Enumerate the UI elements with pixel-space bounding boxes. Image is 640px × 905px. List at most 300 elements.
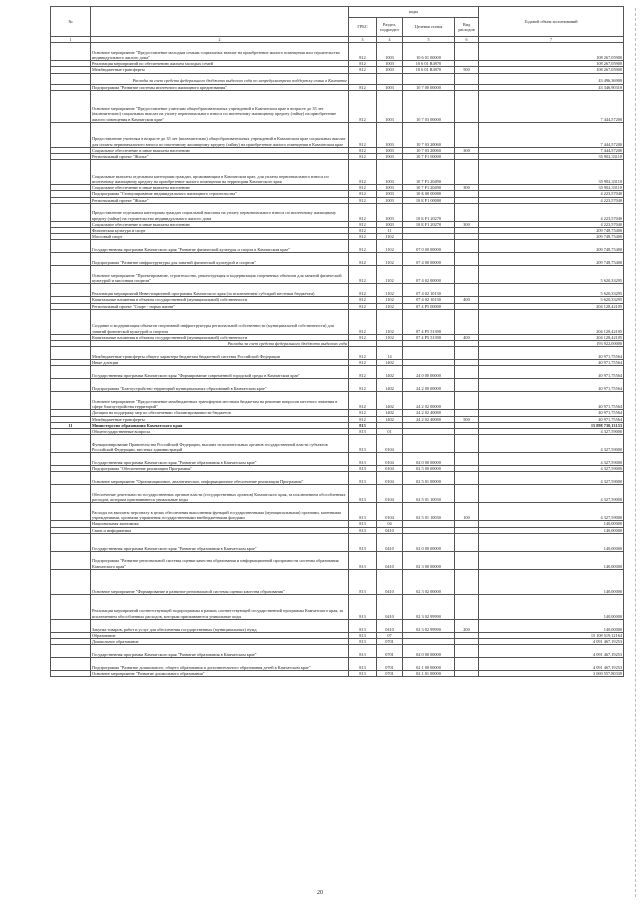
cell-name: Предоставление учителям в возрасте до 35 лет (включительно) общеобразовательных учреждений в Камчатском крае социальных выплат для оплаты первоначального взноса по ипотечному жилищному кредиту (займу) на приобретение жилого помещения в Камчатском крае: [91, 122, 349, 147]
table-row: [51, 658, 624, 671]
cell-rz: 0104: [377, 472, 403, 485]
cell-sum: 40 971,75564: [479, 379, 624, 392]
cell-grbs: 812: [349, 347, 377, 360]
cell-rz: 0104: [377, 453, 403, 466]
budget-table: [50, 6, 624, 677]
table-row: [51, 619, 624, 632]
cell-cs: 10 6 01 R4970: [403, 67, 455, 73]
cell-name: Дошкольное образование: [91, 639, 349, 645]
cell-grbs: 812: [349, 309, 377, 334]
cell-name: Образование: [91, 632, 349, 638]
cell-rz: 1102: [377, 303, 403, 309]
cell-name: Основное мероприятие "Предоставление молодым семьям социальных выплат на приобретение жилого помещения или строительство индивидуального жилого дома": [91, 43, 349, 61]
cell-grbs: 812: [349, 185, 377, 191]
cell-cs: 10 Б F1 20270: [403, 221, 455, 227]
cell-rz: 11: [377, 228, 403, 234]
cell-cs: 10 7 03 20060: [403, 122, 455, 147]
cell-sum: 4 327,59000: [479, 466, 624, 472]
cell-cs: 07 4 P5 00000: [403, 303, 455, 309]
cell-no: [51, 366, 91, 379]
cell-name: Социальное обеспечение и иные выплаты населению: [91, 147, 349, 153]
cell-sum: 5 620,33295: [479, 297, 624, 303]
cell-name: Основное мероприятие "Предоставление межбюджетных трансфертов местным бюджетам на решение вопросов местного значения в сфере благоустройства территорий": [91, 392, 349, 410]
header-no: №: [51, 7, 91, 37]
cell-grbs: 813: [349, 466, 377, 472]
cell-vr: [455, 569, 479, 594]
cell-sum: 193 922,00000: [479, 341, 624, 347]
cell-sum: 40 971,75564: [479, 410, 624, 416]
cell-no: [51, 266, 91, 284]
cell-grbs: 813: [349, 503, 377, 521]
cell-vr: [455, 379, 479, 392]
cell-vr: [455, 73, 479, 84]
cell-name: Основное мероприятие "Предоставление учителям общеобразовательных учреждений в Камчатском крае в возрасте до 35 лет (включительно) социальных выплат на уплату первоначального взноса по ипотечному жилищному кредиту (займу) на приобретение жилого помещения в Камчатском крае": [91, 90, 349, 122]
cell-sum: 4 223,57040: [479, 203, 624, 221]
cell-no: [51, 203, 91, 221]
cell-rz: 1102: [377, 334, 403, 340]
cell-cs: 10 Б F1 20270: [403, 203, 455, 221]
cell-grbs: 812: [349, 197, 377, 203]
table-row: [51, 366, 624, 379]
cell-sum: 209 748,75400: [479, 253, 624, 266]
cell-cs: 24 2 02 40080: [403, 410, 455, 416]
header-codes: коды: [349, 7, 479, 18]
cell-name: Массовый спорт: [91, 234, 349, 240]
cell-cs: 24 2 00 00000: [403, 379, 455, 392]
cell-sum: 5 620,33295: [479, 266, 624, 284]
cell-rz: 1402: [377, 366, 403, 379]
table-row: [51, 435, 624, 453]
cell-cs: 07 4 P5 51390: [403, 334, 455, 340]
cell-name: Государственная программа Камчатского края "Развитие физической культуры и спорта в Камчатском крае": [91, 240, 349, 253]
cell-cs: [403, 347, 455, 360]
cell-sum: 108 267,05900: [479, 43, 624, 61]
cell-rz: 0410: [377, 551, 403, 569]
table-row: [51, 160, 624, 185]
cell-cs: 02 0 00 00000: [403, 645, 455, 658]
cell-rz: 0410: [377, 594, 403, 619]
cell-sum: 204 128,42105: [479, 303, 624, 309]
cell-vr: [455, 240, 479, 253]
cell-cs: 02 1 00 00000: [403, 658, 455, 671]
cell-rz: 1003: [377, 61, 403, 67]
cell-no: [51, 671, 91, 677]
cell-vr: [455, 594, 479, 619]
cell-name: Общегосударственные вопросы: [91, 429, 349, 435]
cell-cs: 07 0 00 00000: [403, 240, 455, 253]
cell-name: Министерство образования Камчатского края: [91, 422, 349, 428]
cell-rz: 1102: [377, 240, 403, 253]
cell-sum: 140,00000: [479, 569, 624, 594]
cell-cs: 10 7 F1 20490: [403, 185, 455, 191]
cell-rz: 1402: [377, 416, 403, 422]
cell-name: Подпрограмма "Развитие региональной системы оценки качества образования и информационной прозрачности системы образования Камчатского края": [91, 551, 349, 569]
cell-sum: 43 346,90310: [479, 84, 624, 90]
cell-grbs: 813: [349, 632, 377, 638]
cell-no: [51, 347, 91, 360]
cell-sum: 4 327,59000: [479, 503, 624, 521]
cell-name: Закупка товаров, работ и услуг для обеспечения государственных (муниципальных) нужд: [91, 619, 349, 632]
cell-grbs: 812: [349, 416, 377, 422]
table-row: [51, 266, 624, 284]
cell-vr: [455, 253, 479, 266]
header-target: Целевая статья: [403, 18, 455, 37]
table-row: [51, 284, 624, 297]
cell-grbs: 812: [349, 203, 377, 221]
cell-sum: 40 971,75564: [479, 416, 624, 422]
cell-cs: 02 5 00 00000: [403, 466, 455, 472]
cell-cs: 02 0 00 00000: [403, 533, 455, 551]
cell-no: [51, 503, 91, 521]
cell-no: [51, 485, 91, 503]
cell-sum: 4 327,59000: [479, 435, 624, 453]
header-number-3: 3: [349, 37, 377, 43]
cell-rz: 1402: [377, 392, 403, 410]
cell-rz: 1003: [377, 43, 403, 61]
cell-vr: 500: [455, 67, 479, 73]
cell-rz: 01: [377, 429, 403, 435]
cell-sum: 4 327,59000: [479, 472, 624, 485]
cell-rz: 1102: [377, 309, 403, 334]
cell-name: Региональный проект "Жилье": [91, 154, 349, 160]
cell-grbs: 812: [349, 284, 377, 297]
cell-name: Физическая культура и спорт: [91, 228, 349, 234]
cell-vr: [455, 366, 479, 379]
cell-sum: 7 444,57200: [479, 90, 624, 122]
cell-name: Подпрограмма "Развитие инфраструктуры для занятий физической культурой и спортом": [91, 253, 349, 266]
cell-name: Межбюджетные трансферты: [91, 67, 349, 73]
cell-vr: [455, 551, 479, 569]
cell-name: Расходы за счет средств федерального бюджета выделено сода по непредусмотрено поддержку семьи в Камчатке: [91, 73, 349, 84]
table-row: [51, 645, 624, 658]
cell-grbs: 813: [349, 639, 377, 645]
header-section: Раздел, подраздел: [377, 18, 403, 37]
cell-name: Подпрограмма "Обеспечение реализации Программы": [91, 466, 349, 472]
cell-rz: 1102: [377, 253, 403, 266]
budget-table-sheet: [50, 6, 623, 677]
cell-name: Функционирование Правительства Российской Федерации, высших исполнительных органов государственной власти субъектов Российской Федерации, местных администраций: [91, 435, 349, 453]
cell-rz: 1003: [377, 197, 403, 203]
cell-vr: [455, 472, 479, 485]
cell-no: [51, 43, 91, 61]
header-number-7: 7: [479, 37, 624, 43]
cell-grbs: 812: [349, 221, 377, 227]
cell-cs: 02 3 02 99990: [403, 594, 455, 619]
cell-cs: 10 6 01 00000: [403, 43, 455, 61]
cell-name: Основное мероприятие "Организационное, аналитическое, информационное обеспечение реализации Программы": [91, 472, 349, 485]
cell-grbs: 813: [349, 645, 377, 658]
cell-rz: 1402: [377, 410, 403, 416]
cell-no: [51, 253, 91, 266]
table-row: [51, 73, 624, 84]
cell-grbs: 813: [349, 429, 377, 435]
cell-vr: 300: [455, 147, 479, 153]
cell-rz: 0701: [377, 671, 403, 677]
cell-name: Государственная программа Камчатского края "Развитие образования в Камчатском крае": [91, 453, 349, 466]
table-row: [51, 43, 624, 61]
page-edge-line: [635, 8, 636, 897]
cell-sum: 4 223,57040: [479, 221, 624, 227]
header-kind: Вид расходов: [455, 18, 479, 37]
cell-name: Межбюджетные трансферты общего характера бюджетам бюджетной системы Российской Федерации: [91, 347, 349, 360]
cell-grbs: 812: [349, 154, 377, 160]
cell-sum: 4 327,59000: [479, 485, 624, 503]
cell-vr: [455, 435, 479, 453]
cell-no: [51, 73, 91, 84]
cell-rz: 0701: [377, 639, 403, 645]
table-row: [51, 347, 624, 360]
cell-rz: 1003: [377, 221, 403, 227]
cell-rz: 1402: [377, 360, 403, 366]
cell-name: Связь и информатика: [91, 527, 349, 533]
cell-cs: 02 5 01 00000: [403, 472, 455, 485]
cell-grbs: 813: [349, 422, 377, 428]
table-row: [51, 453, 624, 466]
table-row: [51, 569, 624, 594]
cell-grbs: 812: [349, 392, 377, 410]
cell-grbs: 812: [349, 240, 377, 253]
cell-cs: 07 4 P5 51390: [403, 309, 455, 334]
cell-grbs: 812: [349, 366, 377, 379]
cell-name: Расходы на выплаты персоналу в целях обеспечения выполнения функций государственными (муниципальными) органами, казенными учреждениями, органами управления государственными внебюджетными фондами: [91, 503, 349, 521]
cell-grbs: 812: [349, 297, 377, 303]
cell-sum: 40 971,75564: [479, 366, 624, 379]
cell-grbs: 812: [349, 360, 377, 366]
cell-no: [51, 658, 91, 671]
cell-cs: 02 3 02 00000: [403, 569, 455, 594]
cell-cs: 02 3 02 99990: [403, 619, 455, 632]
cell-name: Предоставление отдельным категориям граждан социальной выплаты на уплату первоначального взноса по ипотечному жилищному кредиту (займу) на строительство индивидуального жилого дома: [91, 203, 349, 221]
cell-rz: 0410: [377, 533, 403, 551]
cell-cs: 24 0 00 00000: [403, 366, 455, 379]
cell-rz: 0104: [377, 485, 403, 503]
cell-vr: 200: [455, 619, 479, 632]
cell-rz: 1003: [377, 90, 403, 122]
cell-name: Реализация мероприятий соответствующей подпрограммы в рамках соответствующей государственной программы Камчатского края, за исключением обособленных расходов, которым присваиваются уникальные коды: [91, 594, 349, 619]
cell-name: Социальное обеспечение и иные выплаты населению: [91, 185, 349, 191]
cell-name: Основное мероприятие "Проектирование, строительство, реконструкция и модернизация спортивных объектов для занятий физической культурой и массовым спортом": [91, 266, 349, 284]
cell-rz: 1003: [377, 160, 403, 185]
cell-grbs: 813: [349, 472, 377, 485]
cell-sum: 7 444,57200: [479, 122, 624, 147]
header-grbs: ГРБС: [349, 18, 377, 37]
cell-no: [51, 645, 91, 658]
cell-sum: 5 620,33295: [479, 284, 624, 297]
table-row: [51, 472, 624, 485]
cell-cs: 07 4 02 00000: [403, 266, 455, 284]
cell-vr: [455, 122, 479, 147]
table-row: [51, 392, 624, 410]
cell-sum: 204 128,42105: [479, 334, 624, 340]
cell-name: Подпрограмма "Развитие системы ипотечного жилищного кредитования": [91, 84, 349, 90]
cell-vr: [455, 284, 479, 297]
table-row: [51, 594, 624, 619]
cell-rz: 14: [377, 347, 403, 360]
cell-rz: 1003: [377, 154, 403, 160]
cell-rz: 1003: [377, 122, 403, 147]
cell-vr: 400: [455, 334, 479, 340]
cell-name: Создание и модернизация объектов спортивной инфраструктуры региональной собственности (муниципальной собственности) для занятий физической культурой и спортом: [91, 309, 349, 334]
cell-vr: [455, 266, 479, 284]
cell-rz: 0410: [377, 527, 403, 533]
cell-sum: 40 971,75564: [479, 392, 624, 410]
cell-name: Государственная программа Камчатского края "Формирование современной городской среды в Камчатском крае": [91, 366, 349, 379]
cell-rz: 1003: [377, 191, 403, 197]
cell-sum: 4 327,59000: [479, 453, 624, 466]
cell-grbs: 813: [349, 594, 377, 619]
cell-grbs: 812: [349, 379, 377, 392]
cell-no: [51, 453, 91, 466]
cell-grbs: 812: [349, 191, 377, 197]
cell-no: 11: [51, 422, 91, 428]
cell-name: Расходы за счет средств федерального бюджета выделено года: [91, 341, 349, 347]
cell-no: [51, 435, 91, 453]
cell-grbs: 812: [349, 266, 377, 284]
cell-vr: [455, 671, 479, 677]
cell-sum: 209 748,75400: [479, 228, 624, 234]
cell-sum: 15 898 730,13153: [479, 422, 624, 428]
cell-grbs: 812: [349, 410, 377, 416]
cell-grbs: 813: [349, 569, 377, 594]
cell-sum: 35 902,33110: [479, 160, 624, 185]
cell-rz: 0410: [377, 619, 403, 632]
cell-name: Государственная программа Камчатского края "Развитие образования в Камчатском крае": [91, 645, 349, 658]
cell-name: Социальное обеспечение и иные выплаты населению: [91, 221, 349, 227]
cell-no: [51, 619, 91, 632]
cell-vr: 400: [455, 297, 479, 303]
cell-sum: 3 069 557,80339: [479, 671, 624, 677]
cell-name: Основное мероприятие "Формирование и развитие региональной системы оценки качества образования": [91, 569, 349, 594]
cell-grbs: 813: [349, 671, 377, 677]
cell-cs: 10 Б 00 00000: [403, 191, 455, 197]
cell-rz: 1003: [377, 185, 403, 191]
cell-grbs: 812: [349, 234, 377, 240]
cell-name: Региональный проект "Жилье": [91, 197, 349, 203]
cell-name: Основное мероприятие "Развитие дошкольного образования": [91, 671, 349, 677]
header-number-4: 4: [377, 37, 403, 43]
cell-sum: 43 496,36900: [479, 73, 624, 84]
cell-cs: 02 3 00 00000: [403, 551, 455, 569]
cell-rz: 0104: [377, 435, 403, 453]
cell-vr: [455, 203, 479, 221]
cell-no: [51, 122, 91, 147]
cell-grbs: [349, 73, 377, 84]
cell-name: Подпрограмма "Благоустройство территорий муниципальных образований в Камчатском крае": [91, 379, 349, 392]
cell-sum: 140,00000: [479, 594, 624, 619]
cell-vr: [455, 658, 479, 671]
table-row: [51, 379, 624, 392]
cell-cs: 10 7 00 00000: [403, 84, 455, 90]
cell-cs: 24 2 02 40080: [403, 416, 455, 422]
cell-cs: [403, 435, 455, 453]
cell-cs: 10 6 01 R4970: [403, 61, 455, 67]
cell-sum: 140,00000: [479, 619, 624, 632]
cell-vr: 300: [455, 185, 479, 191]
cell-sum: 4 091 467,19253: [479, 639, 624, 645]
cell-sum: 140,00000: [479, 527, 624, 533]
cell-cs: 10 7 03 00000: [403, 90, 455, 122]
cell-name: Социальные выплаты отдельным категориям граждан, проживающим в Камчатском крае, для уплаты первоначального взноса по ипотечному жилищному кредиту на приобретение жилого помещения на территории Камчатского края: [91, 160, 349, 185]
cell-no: [51, 569, 91, 594]
cell-grbs: 812: [349, 334, 377, 340]
cell-cs: 10 7 F1 20490: [403, 160, 455, 185]
cell-grbs: 812: [349, 228, 377, 234]
cell-grbs: 812: [349, 90, 377, 122]
cell-name: Подпрограмма "Стимулирование индивидуального жилищного строительства": [91, 191, 349, 197]
cell-grbs: 813: [349, 658, 377, 671]
cell-rz: 0701: [377, 658, 403, 671]
cell-grbs: 812: [349, 43, 377, 61]
table-row: [51, 90, 624, 122]
cell-cs: 10 7 F1 00000: [403, 154, 455, 160]
cell-sum: 35 902,33110: [479, 154, 624, 160]
cell-rz: 1102: [377, 266, 403, 284]
cell-grbs: 813: [349, 435, 377, 453]
table-row: [51, 533, 624, 551]
cell-grbs: 813: [349, 527, 377, 533]
table-row: [51, 240, 624, 253]
cell-grbs: 813: [349, 485, 377, 503]
cell-grbs: 812: [349, 147, 377, 153]
table-row: [51, 309, 624, 334]
header-number-2: 2: [91, 37, 349, 43]
cell-no: [51, 472, 91, 485]
cell-cs: 02 5 01 10030: [403, 485, 455, 503]
cell-rz: 1102: [377, 284, 403, 297]
cell-sum: 40 971,75564: [479, 360, 624, 366]
cell-rz: 1003: [377, 203, 403, 221]
cell-rz: 1402: [377, 379, 403, 392]
cell-vr: [455, 453, 479, 466]
table-row: [51, 253, 624, 266]
cell-rz: 1102: [377, 234, 403, 240]
table-row: [51, 203, 624, 221]
cell-grbs: 812: [349, 67, 377, 73]
cell-name: Государственная программа Камчатского края "Развитие образования в Камчатском крае": [91, 533, 349, 551]
cell-no: [51, 309, 91, 334]
cell-cs: 24 2 02 00000: [403, 392, 455, 410]
cell-no: [51, 284, 91, 297]
cell-name: Обеспечение деятельности государственных органов власти (государственных органов) Камчатского края, за исключением обособленных расходов, которым присваиваются уникальные коды: [91, 485, 349, 503]
cell-name: Региональный проект "Спорт - норма жизни": [91, 303, 349, 309]
cell-rz: 1003: [377, 84, 403, 90]
cell-name: Капитальные вложения в объекты государственной (муниципальной) собственности: [91, 297, 349, 303]
cell-sum: 108 267,05900: [479, 61, 624, 67]
table-row: [51, 671, 624, 677]
cell-vr: [455, 485, 479, 503]
cell-rz: 1003: [377, 147, 403, 153]
cell-cs: 10 Б F1 00000: [403, 197, 455, 203]
cell-cs: 10 7 03 20060: [403, 147, 455, 153]
header-sum: Годовой объем ассигнований: [479, 7, 624, 37]
cell-vr: [455, 645, 479, 658]
cell-no: [51, 533, 91, 551]
cell-vr: [455, 392, 479, 410]
cell-rz: 1102: [377, 297, 403, 303]
cell-grbs: 813: [349, 533, 377, 551]
cell-grbs: 813: [349, 551, 377, 569]
cell-rz: 04: [377, 521, 403, 527]
cell-vr: 300: [455, 221, 479, 227]
cell-name: Капитальные вложения в объекты государственной (муниципальной) собственности: [91, 334, 349, 340]
cell-vr: [455, 533, 479, 551]
cell-sum: 204 128,42105: [479, 309, 624, 334]
page-number: 20: [317, 890, 323, 896]
cell-sum: 4 223,57040: [479, 191, 624, 197]
table-body: [51, 43, 624, 677]
cell-sum: 140,00000: [479, 551, 624, 569]
cell-sum: 4 091 467,19253: [479, 645, 624, 658]
